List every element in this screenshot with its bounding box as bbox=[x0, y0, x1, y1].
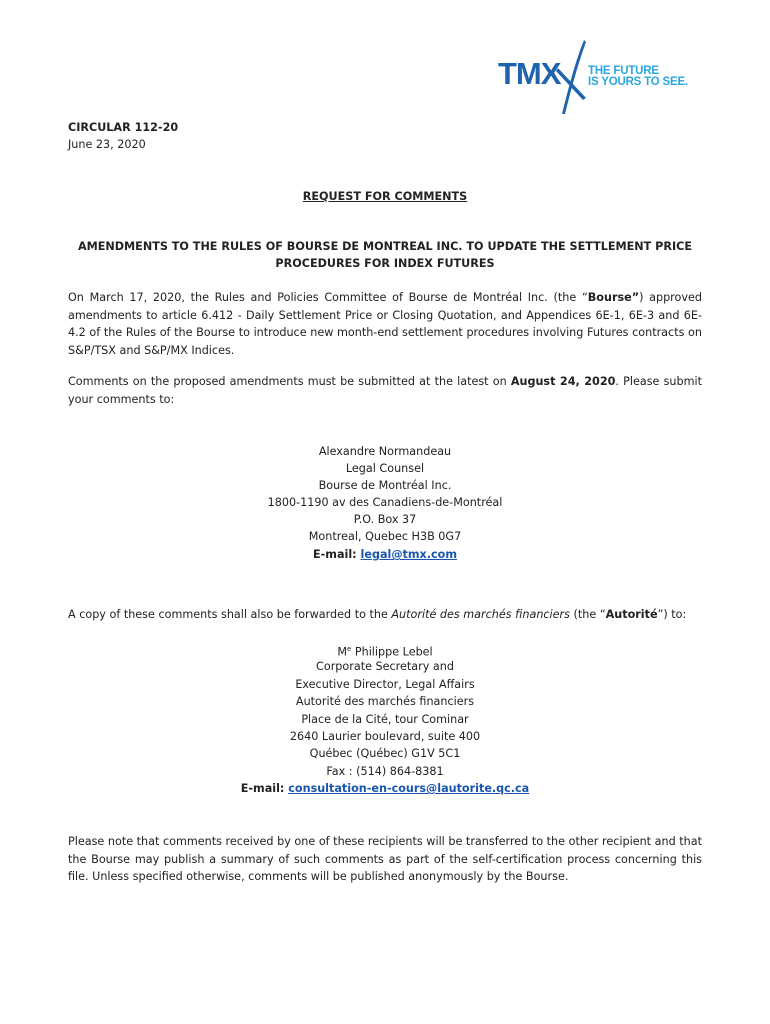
address-line: 2640 Laurier boulevard, suite 400 bbox=[289, 730, 481, 743]
address-line: Bourse de Montréal Inc. bbox=[318, 479, 452, 492]
subject-line-2: PROCEDURES FOR INDEX FUTURES bbox=[275, 257, 495, 270]
name-text: Philippe Lebel bbox=[351, 645, 433, 659]
tmx-swoosh-icon bbox=[556, 38, 588, 116]
deadline-text-pre: Comments on the proposed amendments must be submitted at the latest on bbox=[68, 375, 511, 388]
deadline-paragraph bbox=[68, 373, 702, 408]
intro-text-bourse: Bourse” bbox=[587, 291, 640, 304]
copy-paragraph bbox=[68, 606, 702, 624]
deadline-date: August 24, 2020 bbox=[510, 375, 616, 388]
subject-line-1: AMENDMENTS TO THE RULES OF BOURSE DE MONTREAL INC. TO UPDATE THE SETTLEMENT PRICE bbox=[77, 240, 693, 253]
intro-text-pre: On March 17, 2020, the Rules and Policies Committee of Bourse de Montréal Inc. (the “ bbox=[68, 291, 588, 304]
copy-text-pre: A copy of these comments shall also be forwarded to the bbox=[68, 608, 392, 621]
address-line: P.O. Box 37 bbox=[353, 513, 417, 526]
closing-paragraph: Please note that comments received by one of these recipients will be transferred to the other recipient and that the Bourse may publish a summary of such comments as part of the self-certification process concerning this file. Unless specified otherwise, comments will be published anonymously by the Bourse. bbox=[68, 835, 702, 883]
address-line: Place de la Cité, tour Cominar bbox=[301, 713, 469, 726]
address-line: Alexandre Normandeau bbox=[318, 445, 452, 458]
address-line: Corporate Secretary and bbox=[316, 660, 454, 673]
intro-paragraph bbox=[68, 289, 702, 359]
address-line: Executive Director, Legal Affairs bbox=[295, 678, 475, 691]
logo-brand-text: TMX bbox=[498, 56, 561, 91]
name-prefix: M bbox=[337, 645, 347, 659]
email-label: E-mail: bbox=[313, 548, 361, 561]
copy-text-autorite: Autorité bbox=[605, 608, 658, 621]
page-title: REQUEST FOR COMMENTS bbox=[302, 190, 468, 203]
email-label: E-mail: bbox=[240, 782, 289, 795]
address-line: Montreal, Quebec H3B 0G7 bbox=[308, 530, 462, 543]
logo-tagline bbox=[588, 66, 688, 88]
recipient-1-email-row bbox=[0, 546, 770, 563]
fax-line: Fax : (514) 864-8381 bbox=[326, 765, 444, 778]
copy-text-post: ”) to: bbox=[657, 608, 687, 621]
recipient-2-email-link[interactable]: consultation-en-cours@lautorite.qc.ca bbox=[288, 782, 530, 795]
intro-text-post: ) approved amendments to article 6.412 - Daily Settlement Price or Closing Quotation, and Appendices 6E-1, 6E-3 and 6E-4.2 of the Rules of the Bourse to introduce new month-end settlement procedures involving Futures contracts on S&P/TSX and S&P/MX Indices. bbox=[68, 291, 702, 357]
recipient-2-email-row bbox=[0, 780, 770, 797]
address-line: Autorité des marchés financiers bbox=[295, 695, 475, 708]
logo-tagline-line2: IS YOURS TO SEE. bbox=[588, 76, 688, 88]
deadline-text-post: . Please submit your comments to: bbox=[68, 375, 702, 406]
circular-date: June 23, 2020 bbox=[68, 138, 146, 151]
recipient-1-email-link[interactable]: legal@tmx.com bbox=[360, 548, 457, 561]
address-line: Québec (Québec) G1V 5C1 bbox=[309, 747, 461, 760]
logo-tagline-line1: THE FUTURE bbox=[588, 65, 659, 77]
copy-text-mid: (the “ bbox=[569, 608, 606, 621]
circular-number: CIRCULAR 112-20 bbox=[68, 121, 179, 134]
name-superscript: e bbox=[346, 645, 352, 653]
copy-text-amf: Autorité des marchés financiers bbox=[391, 608, 570, 621]
address-line: 1800-1190 av des Canadiens-de-Montréal bbox=[267, 496, 503, 509]
address-line: Legal Counsel bbox=[345, 462, 425, 475]
tmx-logo bbox=[496, 38, 696, 116]
